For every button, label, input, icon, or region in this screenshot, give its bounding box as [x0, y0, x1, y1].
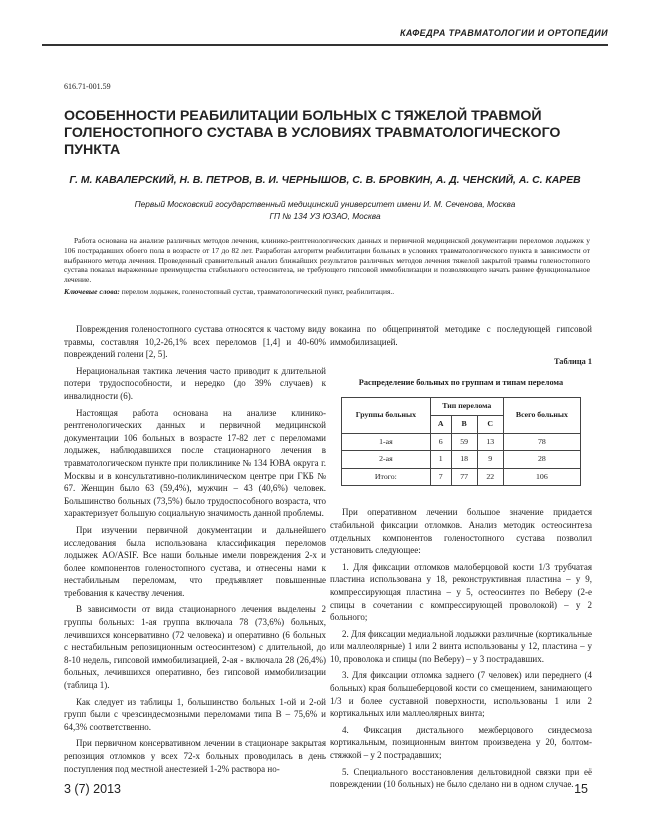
table-cell: 13 — [477, 433, 503, 451]
issue-number: 3 (7) 2013 — [64, 782, 121, 796]
table-header-type: Тип перелома — [430, 398, 503, 416]
table-cell: 2-ая — [342, 451, 431, 469]
body-paragraph: Повреждения голеностопного сустава относятся к частому виду травмы, составляя 10,2-26,1% всех переломов [1,4] и 40-60% повреждений голени [2, 5]. — [64, 324, 326, 360]
affiliation — [60, 199, 590, 222]
table-cell: 106 — [503, 468, 580, 486]
keywords-text: перелом лодыжек, голеностопный сустав, травматологический пункт, реабилитация.. — [119, 287, 395, 296]
table-header-total: Всего больных — [503, 398, 580, 433]
body-paragraph: 1. Для фиксации отломков малоберцовой кости 1/3 трубчатая пластина использована у 18, реконструктивная пластина – у 9, компрессирующая пластина – у 5, остеосинтез по Веберу (2-е спицы в сочетании с компрессирующей проволокой) – у 2 больного; — [330, 561, 592, 623]
affiliation-line-2: ГП № 134 УЗ ЮЗАО, Москва — [269, 210, 381, 221]
affiliation-line-1: Первый Московский государственный медицинский университет имени И. М. Сеченова, Москва — [134, 199, 516, 209]
body-paragraph: При изучении первичной документации и дальнейшего исследования была использована классификация переломов лодыжек AO/ASIF. Все наши больные имели повреждения 2-х и более компонентов голеностопного сустава, и отнесены нами к нестабильным переломам, что предъявляет повышенные требования к качеству лечения. — [64, 524, 326, 598]
table-cell: 78 — [503, 433, 580, 451]
table-label: Таблица 1 — [553, 357, 592, 367]
page-number: 15 — [574, 782, 588, 796]
body-paragraph: 4. Фиксация дистального межберцового синдесмоза кортикальным, позиционным винтом произведена у 20, болтом-стяжкой – у 2 пострадавших; — [330, 724, 592, 761]
table-cell: 18 — [451, 451, 477, 469]
body-paragraph: При первичном консервативном лечении в стационаре закрытая репозиция отломков у всех 72-х больных проводилась в день поступления под местной анестезией 1-2% раствора но- — [64, 738, 326, 774]
table-header-b: B — [451, 415, 477, 433]
table-cell: Итого: — [342, 468, 431, 486]
header-rule — [42, 44, 608, 46]
table-header-a: A — [430, 415, 451, 433]
table-cell: 9 — [477, 451, 503, 469]
table-cell: 77 — [451, 468, 477, 486]
table-cell: 6 — [430, 433, 451, 451]
table-header-c: C — [477, 415, 503, 433]
table-cell: 7 — [430, 468, 451, 486]
journal-section-header: КАФЕДРА ТРАВМАТОЛОГИИ И ОРТОПЕДИИ — [399, 28, 608, 38]
table-row — [342, 433, 581, 451]
abstract: Работа основана на анализе различных методов лечения, клинико-рентгенологических данных и первичной медицинской документации переломов лодыжек у 106 пострадавших обоего пола в возрасте от 17 до 82 лет. Разработан алгоритм реабилитации больных в условиях травматологического пункта в зависимости от выбранного метода лечения. Проведенный сравнительный анализ ближайших результатов различных методов лечения тяжелой закрытой травмы голеностопного сустава показал выраженные преимущества стабильного остеосинтеза, не требующего гипсовой иммобилизации и позволяющего начать раннее функциональное лечение. — [64, 236, 590, 285]
body-paragraph: В зависимости от вида стационарного лечения выделены 2 группы больных: 1-ая группа включала 78 (73,6%) больных, лечившихся консервативно (72 человека) и оперативно (6 больных с нестабильным репозиционным остеосинтезом) с длительной, до 8-10 недель, гипсовой иммобилизацией, 2-ая - включала 28 (26,4%) больных, лечившихся оперативно, без гипсовой иммобилизации (таблица 1). — [64, 604, 326, 691]
distribution-table — [341, 397, 581, 486]
body-paragraph: 2. Для фиксации медиальной лодыжки различные (кортикальные или маллеолярные) 1 или 2 винта использованы у 12, пластина – у 10, проволока и спицы (по Веберу) – у 3 пострадавших. — [330, 628, 592, 664]
keywords-label: Ключевые слова: — [64, 287, 120, 296]
right-column — [330, 323, 592, 795]
table-cell: 59 — [451, 433, 477, 451]
body-paragraph: 3. Для фиксации отломка заднего (7 человек) или переднего (4 больных) края большеберцовой кости со смещением, занимающего 1/3 и более суставной поверхности, использованы 1 или 2 кортикальных или маллеолярных винта; — [330, 670, 592, 719]
left-column — [64, 323, 326, 779]
body-paragraph: Как следует из таблицы 1, большинство больных 1-ой и 2-ой групп были с чрезсиндесмозными переломами типа В – 75,6% и 64,3% соответственно. — [64, 696, 326, 732]
table-row — [342, 451, 581, 469]
body-paragraph: Настоящая работа основана на анализе клинико-рентгенологических данных и первичной медицинской документации 106 больных в возрасте 17-82 лет с переломами лодыжек, наблюдавшихся после стационарного лечения в травматологическом пункте при поликлинике № 134 ЮВА округа г. Москвы и в консультативно-поликлиническом центре при ГКБ № 67. Женщин было 63 (59,4%), мужчин – 43 (40,6%) человек. Большинство больных (73,5%) было трудоспособного возраста, что характеризует большую социальную значимость данной проблемы. — [64, 407, 326, 519]
table-cell: 28 — [503, 451, 580, 469]
authors: Г. М. КАВАЛЕРСКИЙ, Н. В. ПЕТРОВ, В. И. ЧЕРНЫШОВ, С. В. БРОВКИН, А. Д. ЧЕНСКИЙ, А. С. КАРЕВ — [69, 175, 581, 186]
table-row — [342, 468, 581, 486]
article-title: ОСОБЕННОСТИ РЕАБИЛИТАЦИИ БОЛЬНЫХ С ТЯЖЕЛОЙ ТРАВМОЙ ГОЛЕНОСТОПНОГО СУСТАВА В УСЛОВИЯХ ТРАВМАТОЛОГИЧЕСКОГО ПУНКТА — [64, 108, 561, 158]
body-paragraph: Нерациональная тактика лечения часто приводит к длительной потери трудоспособности, и нередко (до 39% случаев) к инвалидности (6). — [64, 365, 326, 401]
table-cell: 1 — [430, 451, 451, 469]
body-paragraph: При оперативном лечении большое значение придается стабильной фиксации отломков. Анализ методик остеосинтеза отдельных компонентов голеностопного сустава позволил установить следующее: — [330, 507, 592, 556]
body-paragraph: вокаина по общепринятой методике с последующей гипсовой иммобилизацией. — [330, 324, 592, 347]
table-cell: 1-ая — [342, 433, 431, 451]
table-caption: Распределение больных по группам и типам перелома — [358, 377, 564, 387]
table-header-group: Группы больных — [342, 398, 431, 433]
udc-code: 616.71-001.59 — [64, 82, 111, 91]
keywords — [64, 287, 590, 297]
table-cell: 22 — [477, 468, 503, 486]
body-paragraph: 5. Специального восстановления дельтовидной связки при её повреждении (10 больных) не было сделано ни в одном случае. — [330, 766, 592, 790]
